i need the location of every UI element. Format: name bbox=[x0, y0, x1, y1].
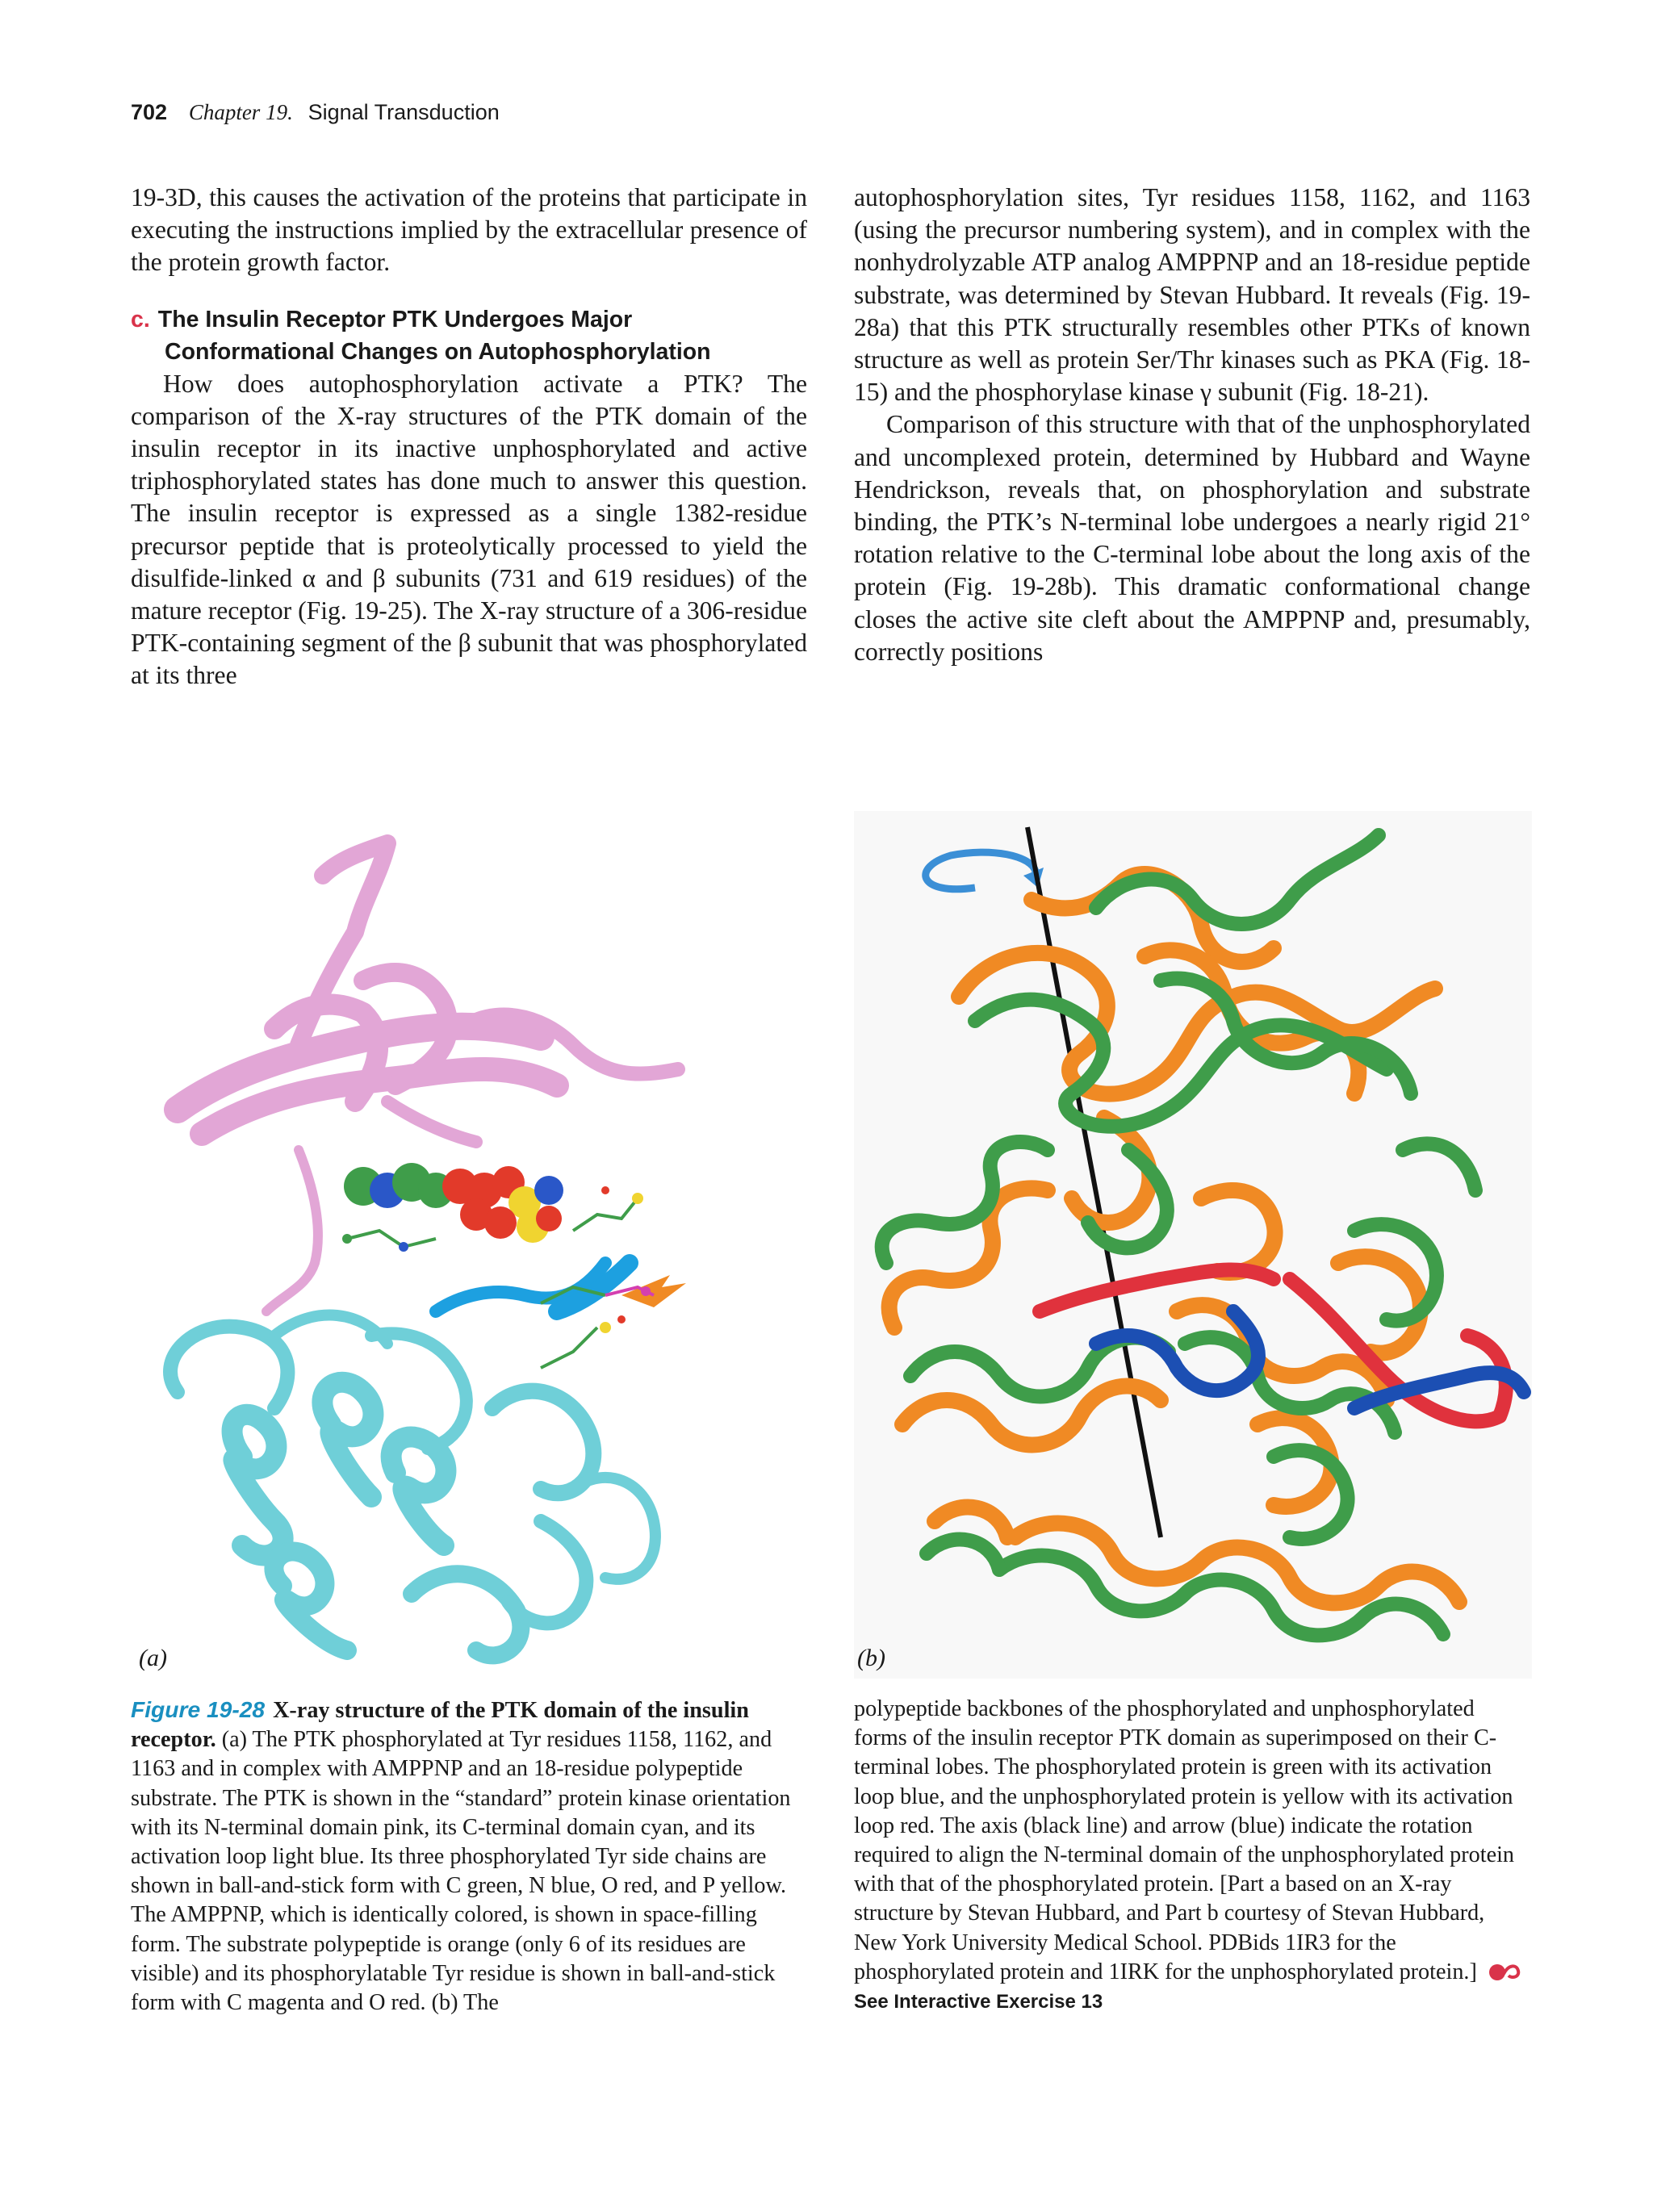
interactive-exercise-link[interactable]: See Interactive Exercise 13 bbox=[854, 1991, 1103, 2013]
ribbon-structure-image bbox=[121, 811, 831, 1679]
left-paragraph-1: 19-3D, this causes the activation of the proteins that participate in executing the instructions implied by the extracellular presence of the protein growth factor. bbox=[131, 183, 807, 277]
page-number: 702 bbox=[131, 100, 168, 124]
left-column bbox=[131, 182, 807, 692]
section-letter: c. bbox=[131, 306, 150, 332]
panel-label-a: (a) bbox=[139, 1645, 167, 1671]
right-paragraph-2: Comparison of this structure with that of the unphosphorylated and uncomplexed protein, determined by Hubbard and Wayne Hendrickson, reveals that, on phosphorylation and substrate binding, the PTK’s N-terminal lobe undergoes a nearly rigid 21° rotation relative to the C-terminal lobe about the long axis of the protein (Fig. 19-28b). This dramatic conformational change closes the active site cleft about the AMPPNP and, presumably, correctly positions bbox=[854, 410, 1530, 666]
figure-number: Figure 19-28 bbox=[131, 1696, 266, 1722]
activation-loop bbox=[436, 1263, 630, 1311]
figure-panel-a bbox=[121, 811, 831, 1679]
right-column bbox=[854, 182, 1530, 668]
c-terminal-domain bbox=[170, 1315, 655, 1656]
right-paragraph-1: autophosphorylation sites, Tyr residues 1158, 1162, and 1163 (using the precursor numbering system), and in complex with the nonhydrolyzable ATP analog AMPPNP and an 18-residue peptide substrate, was determined by Stevan Hubbard. It reveals (Fig. 19-28a) that this PTK structurally resembles other PTKs of known structure as well as protein Ser/Thr kinases such as PKA (Fig. 18-15) and the phosphorylase kinase γ subunit (Fig. 18-21). bbox=[854, 183, 1530, 407]
figure-caption-right bbox=[854, 1695, 1532, 2017]
figure-panel-b bbox=[854, 811, 1532, 1679]
figure-title: X-ray structure of the PTK domain of the insulin receptor. bbox=[131, 1698, 749, 1753]
backbone-superposition-image bbox=[854, 811, 1532, 1679]
section-title: The Insulin Receptor PTK Undergoes Major Conformational Changes on Autophosphorylation bbox=[157, 306, 711, 365]
caption-left-text: (a) The PTK phosphorylated at Tyr residues 1158, 1162, and 1163 and in complex with AMPPNP and an 18-residue polypeptide substrate. The PTK is shown in the “standard” protein kinase orientation with its N-terminal domain pink, its C-terminal domain cyan, and its activation loop light blue. Its three phosphorylated Tyr side chains are shown in ball-and-stick form with C green, N blue, O red, and P yellow. The AMPPNP, which is identically colored, is shown in space-filling form. The substrate polypeptide is orange (only 6 of its residues are visible) and its phosphorylatable Tyr residue is shown in ball-and-stick form with C magenta and O red. (b) The bbox=[131, 1727, 791, 2016]
caption-right-text: polypeptide backbones of the phosphorylated and unphosphorylated forms of the insulin receptor PTK domain as superimposed on their C-terminal lobes. The phosphorylated protein is green with its activation loop blue, and the unphosphorylated protein is yellow with its activation loop red. The axis (black line) and arrow (blue) indicate the rotation required to align the N-terminal domain of the unphosphorylated protein with that of the phosphorylated protein. [Part a based on an X-ray structure by Stevan Hubbard, and Part b courtesy of Stevan Hubbard, New York University Medical School. PDBids 1IR3 for the phosphorylated protein and 1IRK for the unphosphorylated protein.] bbox=[854, 1696, 1515, 1984]
panel-label-b: (b) bbox=[857, 1645, 885, 1671]
substrate-peptide bbox=[621, 1275, 686, 1307]
chapter-title: Signal Transduction bbox=[308, 100, 500, 124]
running-head bbox=[131, 100, 500, 125]
chapter-label: Chapter 19. bbox=[188, 100, 293, 124]
section-heading bbox=[131, 303, 807, 368]
left-paragraph-2: How does autophosphorylation activate a PTK? The comparison of the X-ray structures of the PTK domain of the insulin receptor in its inactive unphosphorylated and active triphosphorylated states has done much to answer this question. The insulin receptor is expressed as a single 1382-residue precursor peptide that is proteolytically processed to yield the disulfide-linked α and β subunits (731 and 619 residues) of the mature receptor (Fig. 19-25). The X-ray structure of a 306-residue PTK-containing segment of the β subunit that was phosphorylated at its three bbox=[131, 369, 807, 690]
interactive-exercise-icon[interactable] bbox=[1488, 1959, 1521, 1982]
figure-caption-left bbox=[131, 1695, 809, 2018]
